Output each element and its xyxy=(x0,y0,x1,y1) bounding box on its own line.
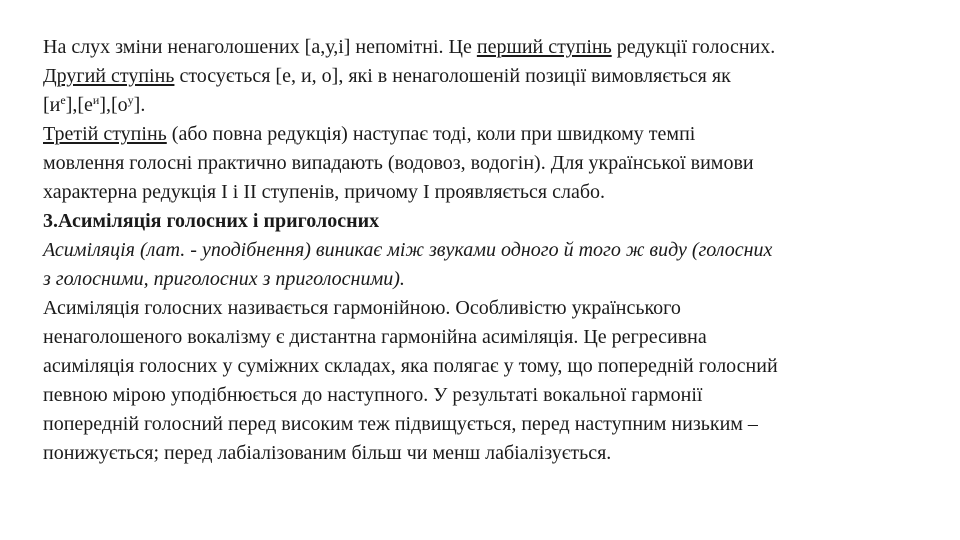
term-third-degree: Третій ступінь xyxy=(43,123,167,145)
text-line: попередній голосний перед високим теж підвищується, перед наступним низьким – xyxy=(43,413,758,435)
text-segment: стосується [е, и, о], які в ненаголошеній позиції вимовляється як xyxy=(174,65,731,87)
superscript: и xyxy=(92,93,100,107)
text-line: Асиміляція голосних називається гармонійною. Особливістю українського xyxy=(43,297,681,319)
text-segment: На слух зміни ненаголошених [а,у,і] непомітні. Це xyxy=(43,36,477,58)
text-line: асиміляція голосних у суміжних складах, яка полягає у тому, що попередній голосний xyxy=(43,355,778,377)
term-second-degree: Другий ступінь xyxy=(43,65,175,87)
term-first-degree: перший ступінь xyxy=(476,36,612,58)
text-line: понижується; перед лабіалізованим більш чи менш лабіалізується. xyxy=(43,442,612,464)
text-segment: [и xyxy=(43,94,61,116)
text-segment: редукції голосних. xyxy=(611,36,776,58)
text-line xyxy=(43,62,943,91)
document-body xyxy=(43,33,943,468)
text-line xyxy=(43,33,943,62)
phonetic-notation-line xyxy=(43,91,943,120)
superscript: у xyxy=(127,93,134,107)
text-segment: (або повна редукція) наступає тоді, коли при швидкому темпі xyxy=(166,123,696,145)
definition-line: Асиміляція (лат. - уподібнення) виникає між звуками одного й того ж виду (голосних xyxy=(43,239,773,261)
text-line: ненаголошеного вокалізму є дистантна гармонійна асиміляція. Це регресивна xyxy=(43,326,707,348)
superscript: е xyxy=(60,93,66,107)
text-line: характерна редукція І і ІІ ступенів, причому І проявляється слабо. xyxy=(43,181,605,203)
text-segment: ],[е xyxy=(65,94,93,116)
text-segment: ],[о xyxy=(99,94,128,116)
section-heading: 3.Асиміляція голосних і приголосних xyxy=(43,210,380,232)
text-segment: ]. xyxy=(133,94,146,116)
definition-line: з голосними, приголосних з приголосними). xyxy=(43,268,405,290)
text-line: певною мірою уподібнюється до наступного. У результаті вокальної гармонії xyxy=(43,384,703,406)
text-line xyxy=(43,120,943,149)
text-line: мовлення голосні практично випадають (водовоз, водогін). Для української вимови xyxy=(43,152,754,174)
